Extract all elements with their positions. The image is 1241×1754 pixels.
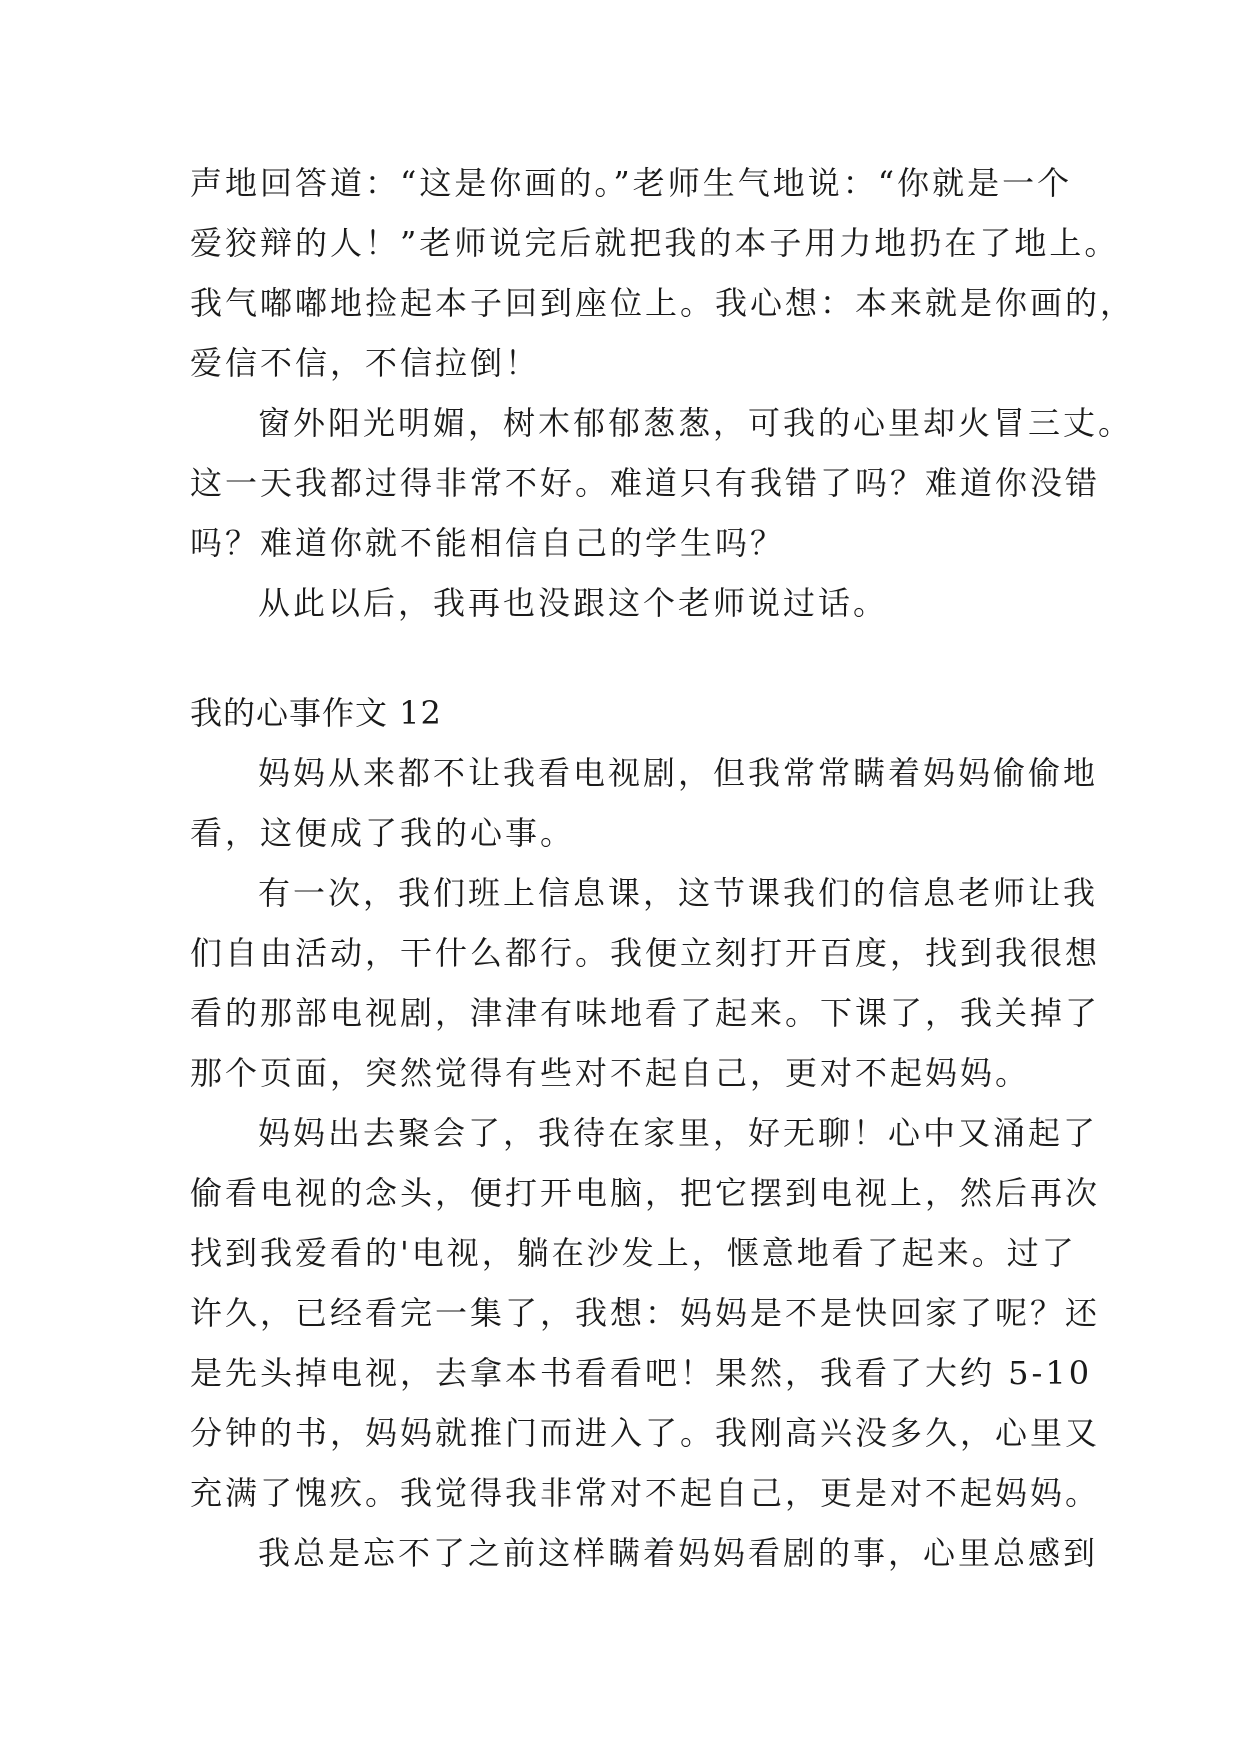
text-line: 分钟的书，妈妈就推门而进入了。我刚高兴没多久，心里又 (190, 1414, 1101, 1452)
text-line: 看的那部电视剧，津津有味地看了起来。下课了，我关掉了 (190, 994, 1101, 1032)
text-line: 们自由活动，干什么都行。我便立刻打开百度，找到我很想 (190, 934, 1101, 972)
text-line: 妈妈从来都不让我看电视剧，但我常常瞒着妈妈偷偷地 (258, 754, 1099, 792)
text-line: 吗？难道你就不能相信自己的学生吗？ (190, 524, 786, 562)
text-line: 偷看电视的念头，便打开电脑，把它摆到电视上，然后再次 (190, 1174, 1101, 1212)
text-line: 看，这便成了我的心事。 (190, 814, 576, 852)
text-line: 窗外阳光明媚，树木郁郁葱葱，可我的心里却火冒三丈。 (258, 404, 1134, 442)
text-line: 这一天我都过得非常不好。难道只有我错了吗？难道你没错 (190, 464, 1101, 502)
text-line: 声地回答道：“这是你画的。”老师生气地说：“你就是一个 (190, 164, 1073, 202)
text-line: 我气嘟嘟地捡起本子回到座位上。我心想：本来就是你画的， (190, 284, 1136, 322)
text-line: 那个页面，突然觉得有些对不起自己，更对不起妈妈。 (190, 1054, 1031, 1092)
text-line: 爱狡辩的人！”老师说完后就把我的本子用力地扔在了地上。 (190, 224, 1120, 262)
text-line: 许久，已经看完一集了，我想：妈妈是不是快回家了呢？还 (190, 1294, 1101, 1332)
text-line: 是先头掉电视，去拿本书看看吧！果然，我看了大约 5-10 (190, 1354, 1093, 1392)
text-line: 有一次，我们班上信息课，这节课我们的信息老师让我 (258, 874, 1099, 912)
text-line: 妈妈出去聚会了，我待在家里，好无聊！心中又涌起了 (258, 1114, 1099, 1152)
text-line: 充满了愧疚。我觉得我非常对不起自己，更是对不起妈妈。 (190, 1474, 1101, 1512)
text-line: 我总是忘不了之前这样瞒着妈妈看剧的事，心里总感到 (258, 1534, 1099, 1572)
text-line: 爱信不信，不信拉倒！ (190, 344, 541, 382)
text-line: 从此以后，我再也没跟这个老师说过话。 (258, 584, 889, 622)
text-line: 找到我爱看的'电视，躺在沙发上，惬意地看了起来。过了 (190, 1234, 1077, 1272)
section-heading: 我的心事作文 12 (190, 694, 442, 732)
